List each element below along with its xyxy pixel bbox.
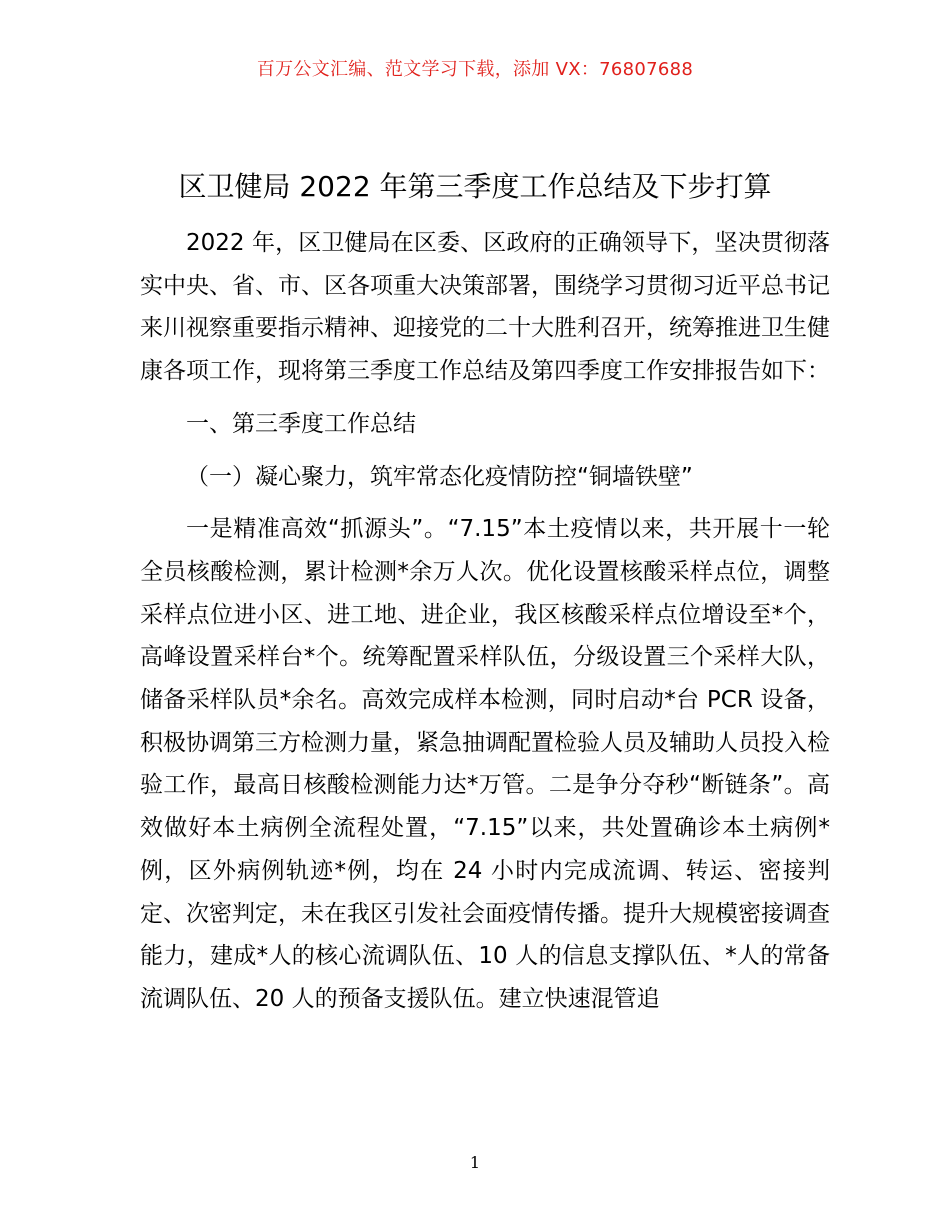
document-title: 区卫健局 2022 年第三季度工作总结及下步打算 — [178, 170, 772, 203]
intro-paragraph: 2022 年，区卫健局在区委、区政府的正确领导下，坚决贯彻落实中央、省、市、区各项重大决策部署，围绕学习贯彻习近平总书记来川视察重要指示精神、迎接党的二十大胜利召开，统筹推进卫生健康各项工作，现将第三季度工作总结及第四季度工作安排报告如下： — [140, 230, 830, 385]
body-paragraph: 一是精准高效“抓源头”。“7.15”本土疫情以来，共开展十一轮全员核酸检测，累计检测*余万人次。优化设置核酸采样点位，调整采样点位进小区、进工地、进企业，我区核酸采样点位增设至*个，高峰设置采样台*个。统筹配置采样队伍，分级设置三个采样大队，储备采样队员*余名。高效完成样本检测，同时启动*台 PCR 设备，积极协调第三方检测力量，紧急抽调配置检验人员及辅助人员投入检验工作，最高日核酸检测能力达*万管。二是争分夺秒“断链条”。高效做好本土病例全流程处置，“7.15”以来，共处置确诊本土病例*例，区外病例轨迹*例，均在 24 小时内完成流调、转运、密接判定、次密判定，未在我区引发社会面疫情传播。提升大规模密接调查能力，建成*人的核心流调队伍、10 人的信息支撑队伍、*人的常备流调队伍、20 人的预备支援队伍。建立快速混管追 — [140, 516, 830, 1012]
page-number: 1 — [469, 1153, 481, 1172]
section-heading: 一、第三季度工作总结 — [186, 410, 416, 437]
subsection-heading: （一）凝心聚力，筑牢常态化疫情防控“铜墙铁壁” — [186, 463, 693, 490]
header-banner: 百万公文汇编、范文学习下载，添加 VX：76807688 — [256, 59, 694, 80]
document-body — [140, 222, 830, 1021]
